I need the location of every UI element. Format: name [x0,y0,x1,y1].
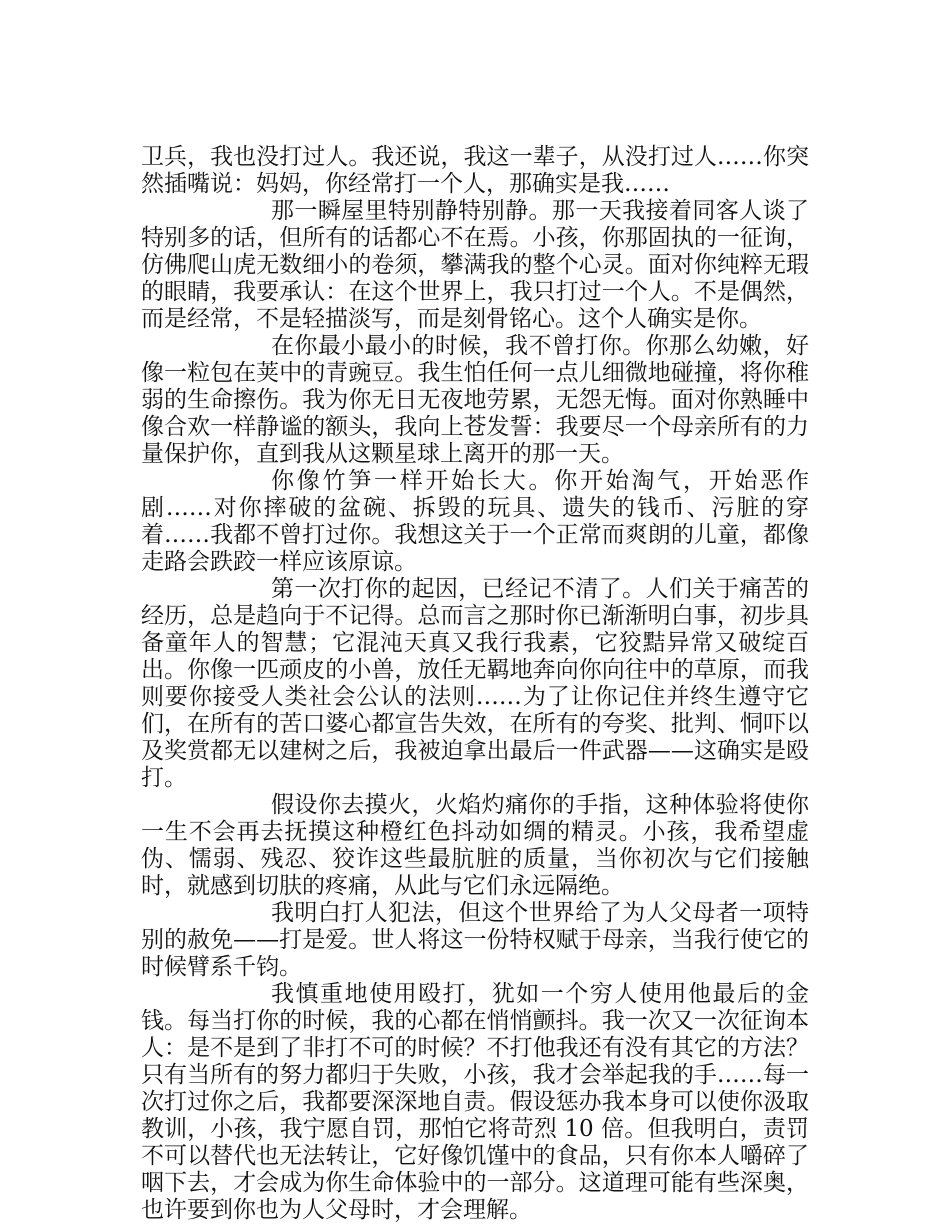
paragraph-1: 卫兵，我也没打过人。我还说，我这一辈子，从没打过人……你突然插嘴说：妈妈，你经常打一个人，那确实是我…… [141,144,809,197]
paragraph-5: 第一次打你的起因，已经记不清了。人们关于痛苦的经历，总是趋向于不记得。总而言之那时你已渐渐明白事，初步具备童年人的智慧；它混沌天真又我行我素，它狡黠异常又破绽百出。你像一匹顽皮的小兽，放任无羁地奔向你向往中的草原，而我则要你接受人类社会公认的法则……为了让你记住并终生遵守它们，在所有的苦口婆心都宣告失效，在所有的夸奖、批判、恫吓以及奖赏都无以建树之后，我被迫拿出最后一件武器——这确实是殴打。 [141,576,809,791]
paragraph-4: 你像竹笋一样开始长大。你开始淘气，开始恶作剧……对你摔破的盆碗、拆毁的玩具、遗失的钱币、污脏的穿着……我都不曾打过你。我想这关于一个正常而爽朗的儿童，都像走路会跌跤一样应该原谅。 [141,468,809,575]
document-body [141,144,809,1224]
paragraph-2: 那一瞬屋里特别静特别静。那一天我接着同客人谈了特别多的话，但所有的话都心不在焉。小孩，你那固执的一征询，仿佛爬山虎无数细小的卷须，攀满我的整个心灵。面对你纯粹无瑕的眼睛，我要承认：在这个世界上，我只打过一个人。不是偶然，而是经常，不是轻描淡写，而是刻骨铭心。这个人确实是你。 [141,198,809,332]
paragraph-3: 在你最小最小的时候，我不曾打你。你那么幼嫩，好像一粒包在荚中的青豌豆。我生怕任何一点儿细微地碰撞，将你稚弱的生命擦伤。我为你无日无夜地劳累，无怨无悔。面对你熟睡中像合欢一样静谧的额头，我向上苍发誓：我要尽一个母亲所有的力量保护你，直到我从这颗星球上离开的那一天。 [141,333,809,467]
paragraph-7: 我明白打人犯法，但这个世界给了为人父母者一项特别的赦免——打是爱。世人将这一份特权赋于母亲，当我行使它的时候臂系千钧。 [141,900,809,980]
paragraph-8: 我慎重地使用殴打，犹如一个穷人使用他最后的金钱。每当打你的时候，我的心都在悄悄颤抖。我一次又一次征询本人：是不是到了非打不可的时候？不打他我还有没有其它的方法？只有当所有的努力都归于失败，小孩，我才会举起我的手……每一次打过你之后，我都要深深地自责。假设惩办我本身可以使你汲取教训，小孩，我宁愿自罚，那怕它将苛烈 10 倍。但我明白，责罚不可以替代也无法转让，它好像饥馑中的食品，只有你本人嚼碎了咽下去，才会成为你生命体验中的一部分。这道理可能有些深奥，也许要到你也为人父母时，才会理解。 [141,981,809,1223]
paragraph-6: 假设你去摸火，火焰灼痛你的手指，这种体验将使你一生不会再去抚摸这种橙红色抖动如绸的精灵。小孩，我希望虚伪、懦弱、残忍、狡诈这些最肮脏的质量，当你初次与它们接触时，就感到切肤的疼痛，从此与它们永远隔绝。 [141,792,809,899]
